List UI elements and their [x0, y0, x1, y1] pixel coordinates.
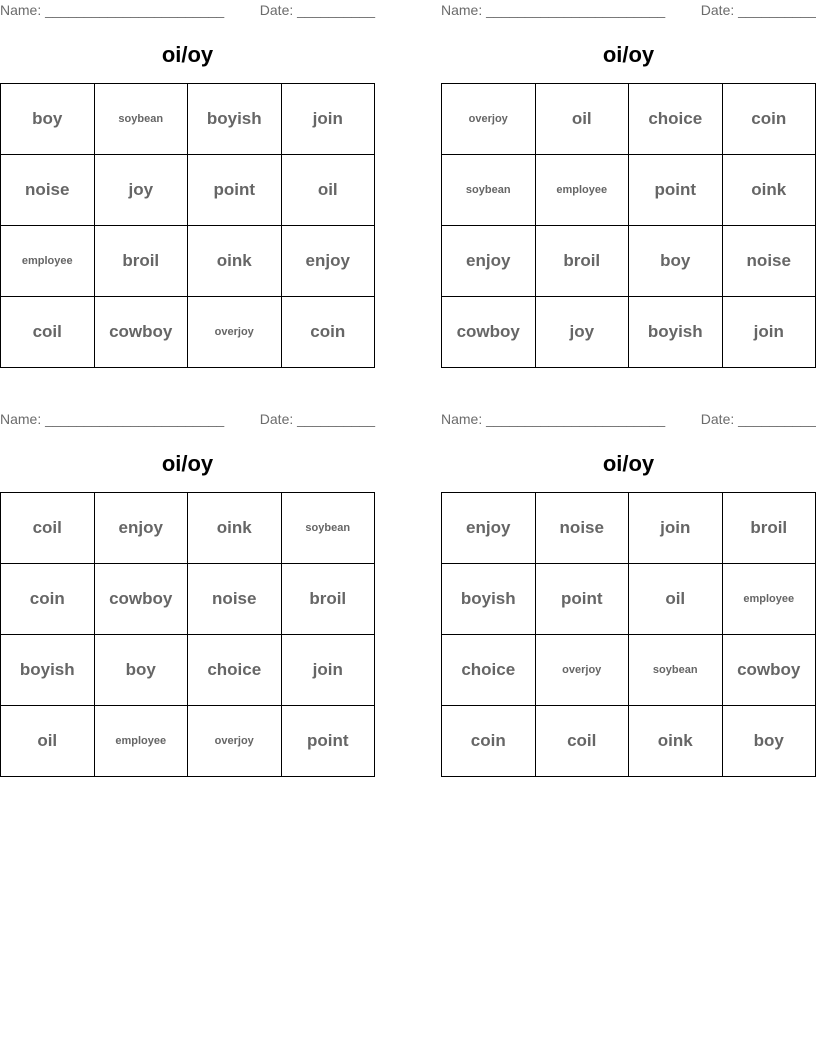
card-header	[441, 0, 816, 20]
grid-cell: boyish	[188, 84, 282, 155]
grid-cell: cowboy	[442, 297, 536, 368]
grid-row	[442, 155, 816, 226]
card-header	[0, 409, 375, 429]
grid-row	[442, 297, 816, 368]
grid-cell: enjoy	[442, 226, 536, 297]
grid-cell: coil	[535, 706, 629, 777]
grid-cell: oink	[629, 706, 723, 777]
grid-cell: oil	[281, 155, 375, 226]
grid-cell: boy	[1, 84, 95, 155]
grid-cell: join	[281, 84, 375, 155]
grid-row	[1, 564, 375, 635]
grid-cell: oink	[188, 226, 282, 297]
grid-cell: overjoy	[188, 297, 282, 368]
grid-row	[442, 564, 816, 635]
card-title: oi/oy	[161, 451, 214, 476]
grid-cell: choice	[629, 84, 723, 155]
grid-cell: join	[629, 493, 723, 564]
grid-row	[442, 706, 816, 777]
grid-cell: overjoy	[188, 706, 282, 777]
card-title: oi/oy	[602, 42, 655, 67]
grid-row	[1, 84, 375, 155]
date-field[interactable]: Date: __________	[259, 2, 375, 18]
grid-cell: coil	[1, 297, 95, 368]
card-title: oi/oy	[602, 451, 655, 476]
grid-cell: soybean	[442, 155, 536, 226]
grid-cell: choice	[442, 635, 536, 706]
grid-cell: enjoy	[281, 226, 375, 297]
name-field[interactable]: Name: _______________________	[441, 2, 666, 18]
grid-cell: coin	[281, 297, 375, 368]
date-field[interactable]: Date: __________	[259, 411, 375, 427]
card-header	[441, 409, 816, 429]
grid-cell: oink	[722, 155, 816, 226]
grid-cell: enjoy	[94, 493, 188, 564]
bingo-grid	[441, 492, 816, 777]
grid-cell: broil	[535, 226, 629, 297]
grid-row	[1, 226, 375, 297]
grid-cell: coin	[1, 564, 95, 635]
grid-cell: employee	[722, 564, 816, 635]
grid-cell: oil	[535, 84, 629, 155]
grid-cell: boyish	[442, 564, 536, 635]
grid-cell: boy	[629, 226, 723, 297]
grid-cell: coin	[722, 84, 816, 155]
grid-cell: point	[281, 706, 375, 777]
grid-cell: soybean	[281, 493, 375, 564]
grid-cell: overjoy	[442, 84, 536, 155]
grid-cell: soybean	[94, 84, 188, 155]
grid-cell: join	[722, 297, 816, 368]
name-field[interactable]: Name: _______________________	[0, 2, 225, 18]
grid-cell: employee	[1, 226, 95, 297]
date-field[interactable]: Date: __________	[700, 2, 816, 18]
grid-row	[1, 493, 375, 564]
grid-cell: oil	[629, 564, 723, 635]
grid-cell: broil	[281, 564, 375, 635]
grid-row	[1, 155, 375, 226]
bingo-grid	[0, 492, 375, 777]
grid-cell: cowboy	[722, 635, 816, 706]
grid-cell: noise	[188, 564, 282, 635]
grid-cell: oil	[1, 706, 95, 777]
grid-cell: cowboy	[94, 297, 188, 368]
grid-cell: point	[535, 564, 629, 635]
bingo-grid	[0, 83, 375, 368]
grid-cell: boyish	[629, 297, 723, 368]
grid-cell: enjoy	[442, 493, 536, 564]
grid-cell: noise	[1, 155, 95, 226]
grid-cell: oink	[188, 493, 282, 564]
grid-cell: noise	[722, 226, 816, 297]
grid-cell: boy	[94, 635, 188, 706]
grid-cell: point	[188, 155, 282, 226]
grid-cell: employee	[535, 155, 629, 226]
bingo-grid	[441, 83, 816, 368]
grid-cell: soybean	[629, 635, 723, 706]
grid-cell: overjoy	[535, 635, 629, 706]
grid-cell: cowboy	[94, 564, 188, 635]
grid-cell: broil	[722, 493, 816, 564]
grid-cell: point	[629, 155, 723, 226]
date-field[interactable]: Date: __________	[700, 411, 816, 427]
grid-cell: boy	[722, 706, 816, 777]
card-header	[0, 0, 375, 20]
grid-cell: joy	[535, 297, 629, 368]
grid-row	[442, 635, 816, 706]
grid-row	[1, 635, 375, 706]
grid-cell: noise	[535, 493, 629, 564]
grid-cell: employee	[94, 706, 188, 777]
grid-cell: broil	[94, 226, 188, 297]
grid-row	[442, 493, 816, 564]
grid-cell: joy	[94, 155, 188, 226]
grid-cell: coil	[1, 493, 95, 564]
grid-row	[1, 706, 375, 777]
grid-cell: join	[281, 635, 375, 706]
grid-row	[1, 297, 375, 368]
grid-cell: boyish	[1, 635, 95, 706]
name-field[interactable]: Name: _______________________	[441, 411, 666, 427]
grid-cell: coin	[442, 706, 536, 777]
grid-row	[442, 226, 816, 297]
name-field[interactable]: Name: _______________________	[0, 411, 225, 427]
card-title: oi/oy	[161, 42, 214, 67]
grid-cell: choice	[188, 635, 282, 706]
grid-row	[442, 84, 816, 155]
